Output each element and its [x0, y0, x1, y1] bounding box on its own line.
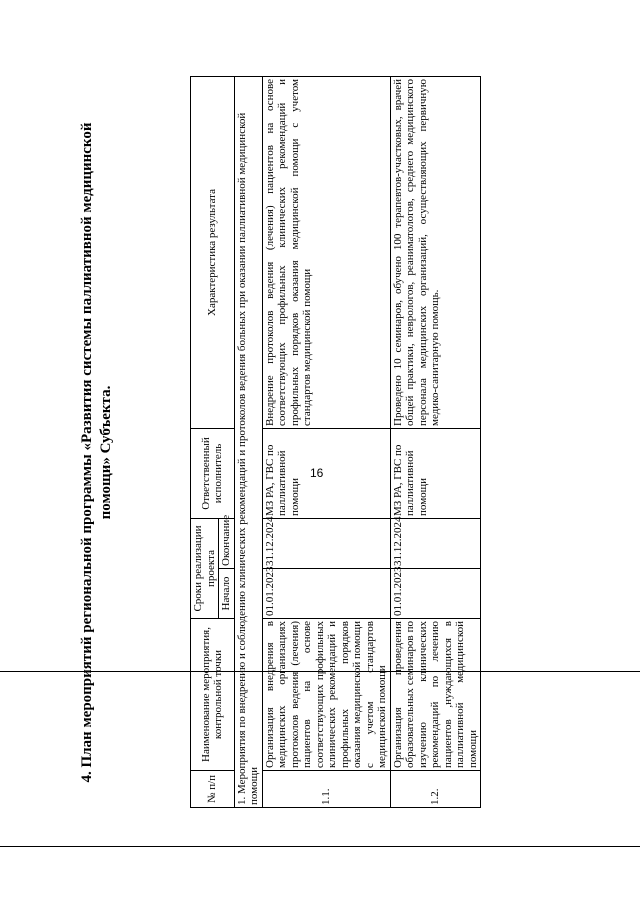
row-responsible: МЗ РА, ГВС по паллиативной помощи: [262, 428, 390, 518]
table-row: [262, 76, 390, 807]
row-end: 31.12.2024: [262, 518, 390, 568]
header-responsible: Ответственный исполнитель: [191, 428, 235, 518]
header-name: Наименование мероприятия, контрольной точки: [191, 619, 235, 771]
header-num: № п/п: [191, 771, 235, 808]
row-num: 1.2.: [390, 771, 481, 808]
header-start: Начало: [219, 569, 235, 619]
page-number: 16: [310, 466, 324, 480]
row-result: Проведено 10 семинаров, обучено 100 терапевтов-участковых, врачей общей практики, неврологов, реаниматологов, среднего медицинского персонала медицинских организаций, осуществляющих первичную медико-санитарную помощь.: [390, 76, 481, 428]
row-result: Внедрение протоколов ведения (лечения) пациентов на основе соответствующих профильных клинических рекомендаций и профильных порядков оказания медицинской помощи с учетом стандартов медицинской помощи: [262, 76, 390, 428]
section-heading: 1. Мероприятия по внедрению и соблюдению клинических рекомендаций и протоколов ведения больных при оказании паллиативной медицинской помощи: [234, 76, 262, 807]
header-result: Характеристика результата: [191, 76, 235, 428]
plan-table: [190, 76, 481, 808]
row-name: Организация проведения образовательных семинаров по изучению клинических рекомендаций по лечению пациентов ,нуждающихся в паллиативной медицинской помощи: [390, 619, 481, 771]
row-end: 31.12.2024: [390, 518, 481, 568]
row-num: 1.1.: [262, 771, 390, 808]
section-title-line2: помощи» Субъекта.: [98, 385, 114, 520]
table-header-row: [191, 76, 219, 807]
header-period: Сроки реализации проекта: [191, 518, 219, 618]
row-start: 01.01.2023: [390, 569, 481, 619]
row-responsible: МЗ РА, ГВС по паллиативной помощи: [390, 428, 481, 518]
row-start: 01.01.2023: [262, 569, 390, 619]
section-title: [78, 0, 116, 905]
plan-table-wrap: [190, 77, 481, 808]
section-row: [234, 76, 262, 807]
table-row: [390, 76, 481, 807]
header-end: Окончание: [219, 518, 235, 568]
row-name: Организация внедрения в медицинских организациях протоколов ведения (лечения) пациентов на основе соответствующих профильных клинических рекомендаций и профильных порядков оказания медицинской помощи с учетом стандартов медицинской помощи: [262, 619, 390, 771]
section-title-line1: 4. План мероприятий региональной программы «Развития системы паллиативной медицинской: [79, 122, 95, 783]
